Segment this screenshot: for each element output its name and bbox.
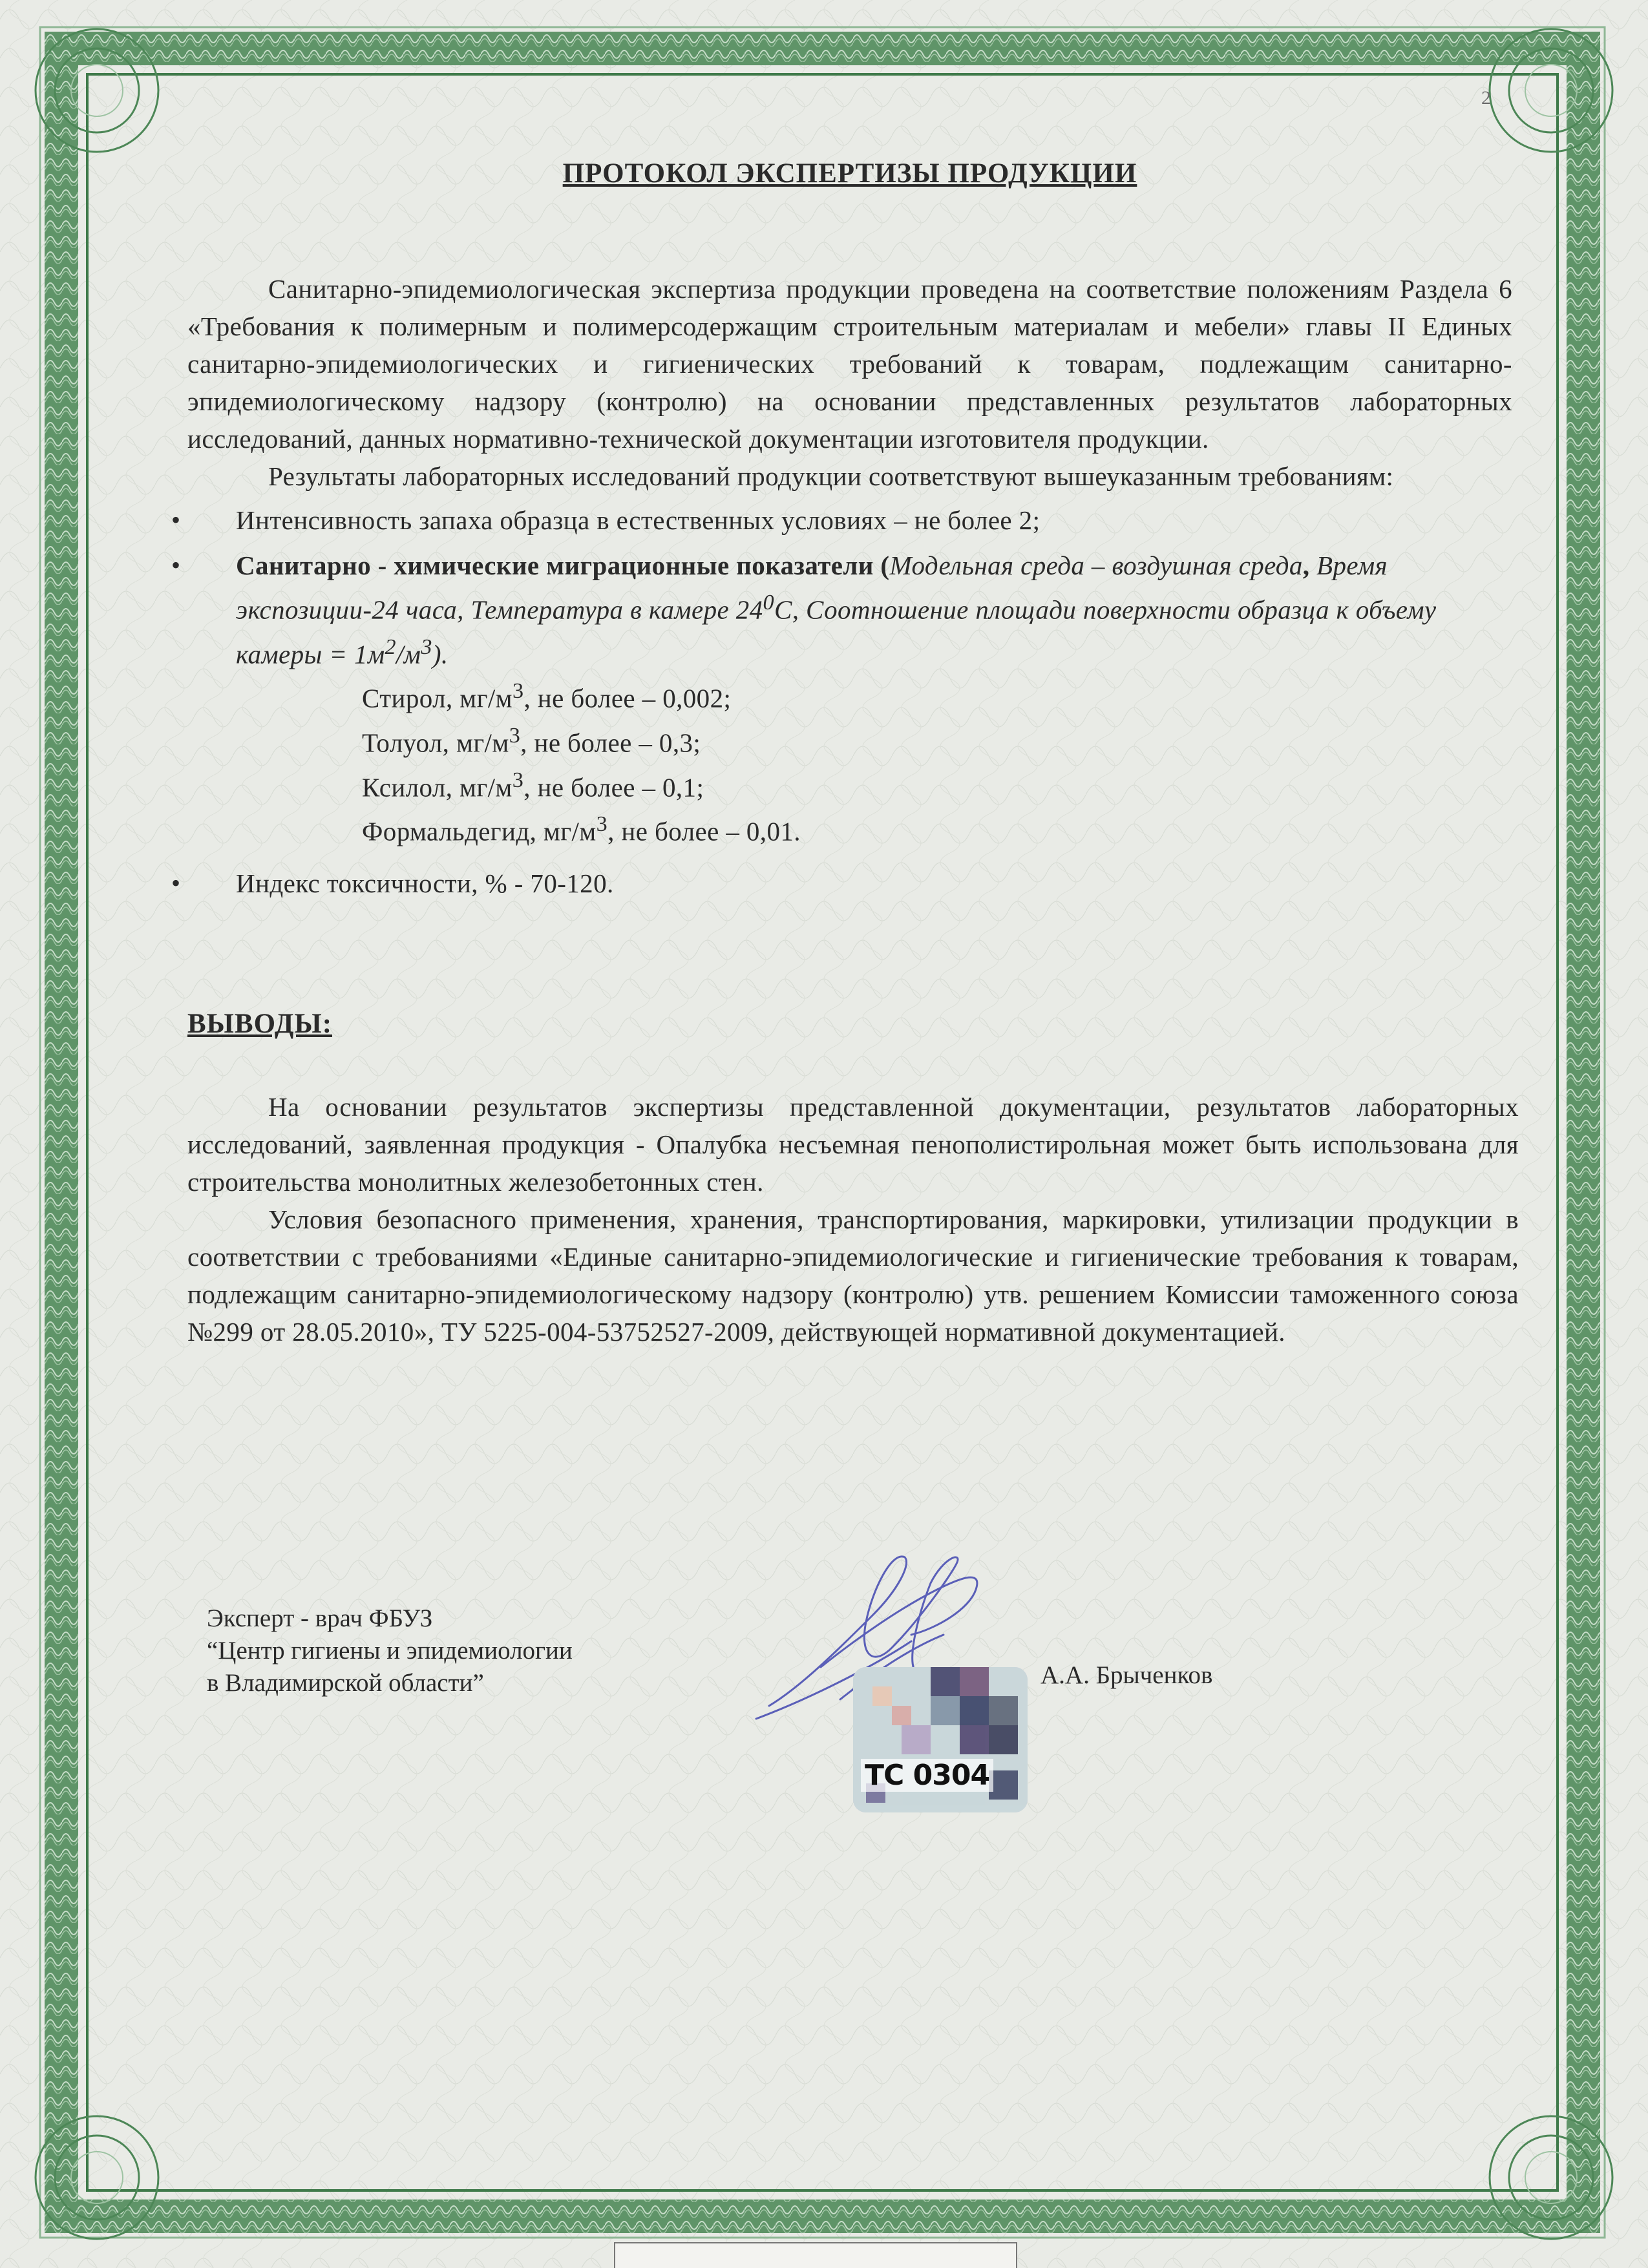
intro-paragraph-1: Санитарно-эпидемиологическая экспертиза продукции проведена на соответствие положениям Раздела 6 «Требования к полимерным и полимерсодержащим строительным материалам и мебели» главы II Единых санитарно-эпидемиологических и гигиенических требований к товарам, подлежащим санитарно-эпидемиологическому надзору (контролю) на основании представленных результатов лабораторных исследований, данных нормативно-технической документации изготовителя продукции. xyxy=(187,274,1512,454)
indicator-sup: 3 xyxy=(512,768,524,792)
conclusions-paragraph-2: Условия безопасного применения, хранения, транспортирования, маркировки, утилизации продукции в соответствии с требованиями «Единые санитарно-эпидемиологические и гигиенические требования к товарам, подлежащим санитарно-эпидемиологическому надзору (контролю) утв. решением Комиссии таможенного союза №299 от 28.05.2010», ТУ 5225-004-53752527-2009, действующей нормативной документацией. xyxy=(187,1204,1519,1347)
expert-role: Эксперт - врач ФБУЗ xyxy=(207,1604,433,1632)
migration-ratio: С, Соотношение площади поверхности образца к объему камеры = 1м xyxy=(236,594,1437,669)
migration-slash: /м xyxy=(396,639,421,669)
expert-organization: “Центр гигиены и эпидемиологии xyxy=(207,1637,573,1664)
bullet-icon: • xyxy=(171,868,181,898)
conclusions-paragraph-1: На основании результатов экспертизы представленной документации, результатов лабораторных исследований, заявленная продукция - Опалубка несъемная пенополистирольная может быть использована для строительства монолитных железобетонных стен. xyxy=(187,1091,1519,1197)
migration-volume-sup: 3 xyxy=(421,635,432,659)
conclusions-title: ВЫВОДЫ: xyxy=(187,1008,333,1039)
requirement-toxicity xyxy=(171,865,1512,902)
indicator-limit: , не более – 0,1; xyxy=(523,772,704,803)
migration-medium: Модельная среда – воздушная среда xyxy=(889,551,1303,580)
migration-comma: , xyxy=(1302,551,1310,580)
expert-credentials xyxy=(207,1602,573,1699)
indicator-xylene xyxy=(362,762,1512,806)
requirement-migration xyxy=(171,547,1512,850)
indicator-formaldehyde xyxy=(362,806,1512,850)
bullet-icon: • xyxy=(171,505,181,534)
indicator-limit: , не более – 0,002; xyxy=(523,683,732,713)
indicator-name: Толуол, мг/м xyxy=(362,728,509,758)
requirements-list xyxy=(171,501,1512,902)
hologram-code: ТС 0304 xyxy=(861,1759,993,1792)
indicator-sup: 3 xyxy=(596,812,608,837)
migration-heading: Санитарно - химические миграционные показатели ( xyxy=(236,551,890,580)
bullet-icon: • xyxy=(171,551,181,580)
hologram-sticker xyxy=(853,1667,1028,1812)
signer-name: А.А. Брыченков xyxy=(1041,1661,1213,1689)
indicator-list xyxy=(236,673,1512,850)
indicator-sup: 3 xyxy=(512,679,524,704)
indicator-styrene xyxy=(362,673,1512,717)
page-number: 2 xyxy=(1481,87,1491,109)
migration-temp-sup: 0 xyxy=(763,591,775,614)
indicator-toluene xyxy=(362,717,1512,762)
migration-area-sup: 2 xyxy=(385,635,397,659)
intro-paragraph-2: Результаты лабораторных исследований продукции соответствуют вышеуказанным требованиям: xyxy=(268,461,1394,491)
requirement-odor-text: Интенсивность запаха образца в естественных условиях – не более 2; xyxy=(236,505,1041,535)
migration-close: ). xyxy=(432,639,449,669)
indicator-name: Стирол, мг/м xyxy=(362,683,512,713)
indicator-name: Ксилол, мг/м xyxy=(362,772,512,803)
expert-region: в Владимирской области” xyxy=(207,1669,484,1697)
requirement-odor xyxy=(171,501,1512,539)
indicator-limit: , не более – 0,3; xyxy=(520,728,701,758)
indicator-sup: 3 xyxy=(509,723,521,748)
document-body xyxy=(171,155,1519,1350)
footer-tab xyxy=(614,2242,1017,2268)
indicator-name: Формальдегид, мг/м xyxy=(362,816,597,846)
indicator-limit: , не более – 0,01. xyxy=(607,816,801,846)
document-title: ПРОТОКОЛ ЭКСПЕРТИЗЫ ПРОДУКЦИИ xyxy=(562,158,1137,189)
migration-exposure: Время экспозиции-24 часа, Температура в камере 24 xyxy=(236,551,1388,625)
requirement-toxicity-text: Индекс токсичности, % - 70-120. xyxy=(236,868,614,898)
